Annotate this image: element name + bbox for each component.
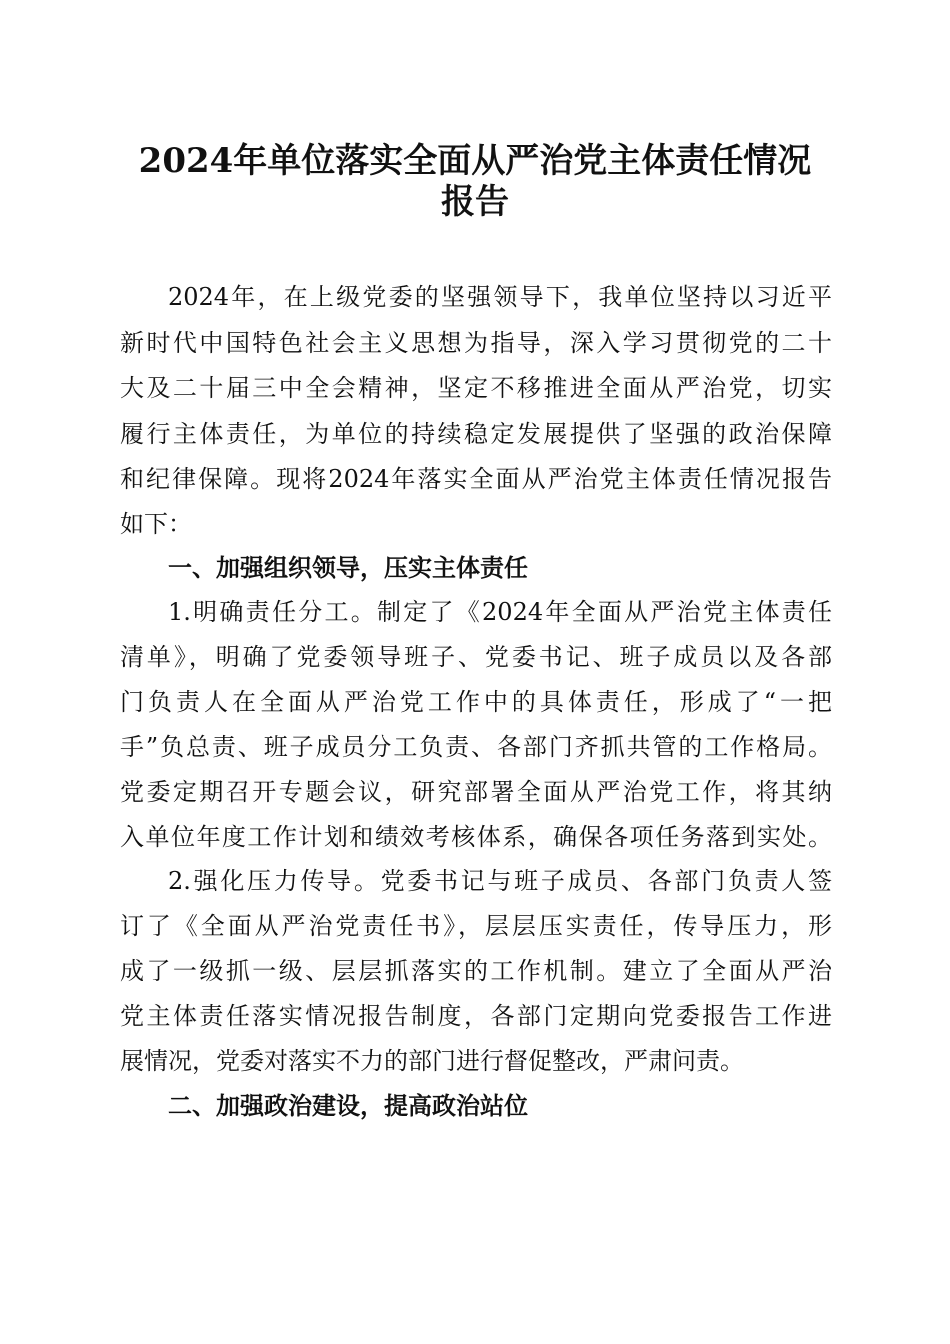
intro-line: 2024年，在上级党委的坚强领导下，我单位坚持以习近平 bbox=[168, 283, 832, 311]
item2-line: 订了《全面从严治党责任书》，层层压实责任，传导压力，形 bbox=[120, 912, 832, 940]
item1-line: 门负责人在全面从严治党工作中的具体责任，形成了“一把 bbox=[120, 688, 832, 716]
item1-line: 1.明确责任分工。制定了《2024年全面从严治党主体责任 bbox=[168, 598, 832, 626]
item1-line: 入单位年度工作计划和绩效考核体系，确保各项任务落到实处。 bbox=[120, 823, 832, 851]
intro-line: 新时代中国特色社会主义思想为指导，深入学习贯彻党的二十 bbox=[120, 329, 832, 357]
item2-line: 党主体责任落实情况报告制度，各部门定期向党委报告工作进 bbox=[120, 1002, 832, 1030]
intro-line: 履行主体责任，为单位的持续稳定发展提供了坚强的政治保障 bbox=[120, 420, 832, 448]
item2-line: 成了一级抓一级、层层抓落实的工作机制。建立了全面从严治 bbox=[120, 957, 832, 985]
intro-line: 和纪律保障。现将2024年落实全面从严治党主体责任情况报告 bbox=[120, 465, 832, 493]
item1-line: 手”负总责、班子成员分工负责、各部门齐抓共管的工作格局。 bbox=[120, 733, 832, 761]
item2-line: 展情况，党委对落实不力的部门进行督促整改，严肃问责。 bbox=[120, 1047, 744, 1075]
item1-line: 党委定期召开专题会议，研究部署全面从严治党工作，将其纳 bbox=[120, 778, 832, 806]
item1-line: 清单》，明确了党委领导班子、党委书记、班子成员以及各部 bbox=[120, 643, 832, 671]
document-title-line-1: 2024年单位落实全面从严治党主体责任情况 bbox=[138, 141, 812, 181]
item2-line: 2.强化压力传导。党委书记与班子成员、各部门负责人签 bbox=[168, 867, 832, 895]
section-heading-1: 一、加强组织领导，压实主体责任 bbox=[168, 554, 528, 582]
intro-line: 大及二十届三中全会精神，坚定不移推进全面从严治党，切实 bbox=[120, 374, 832, 402]
intro-line: 如下： bbox=[120, 510, 192, 538]
document-title-line-2: 报告 bbox=[441, 182, 509, 222]
section-heading-2: 二、加强政治建设，提高政治站位 bbox=[168, 1092, 528, 1120]
